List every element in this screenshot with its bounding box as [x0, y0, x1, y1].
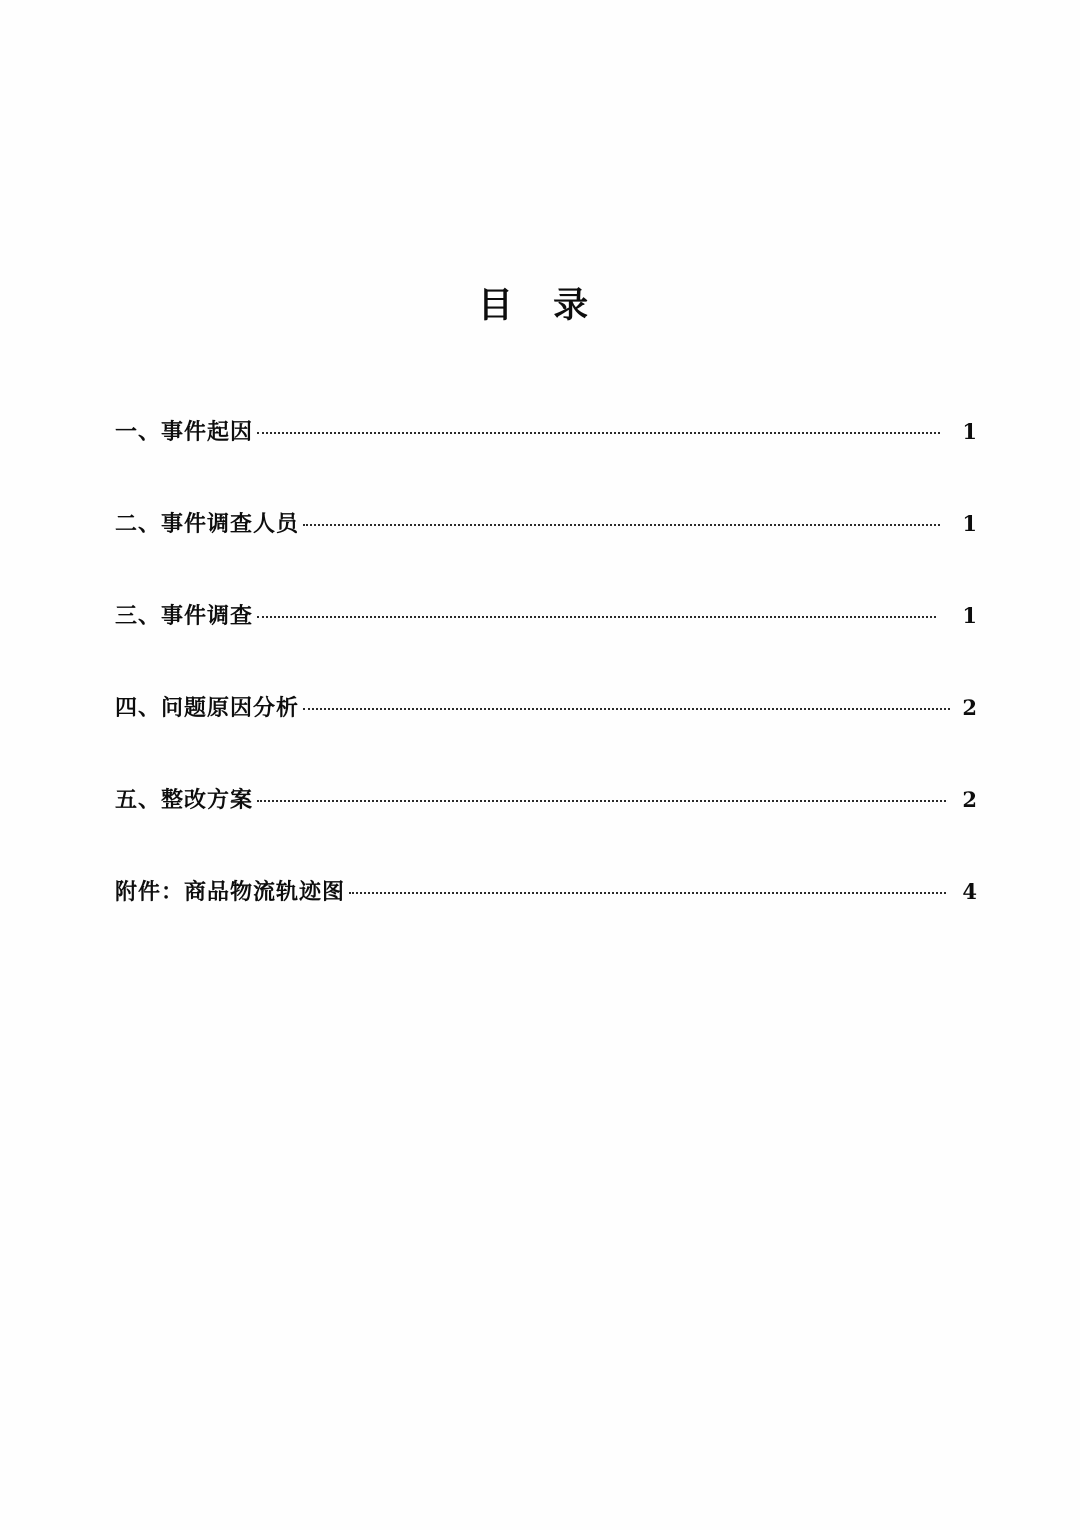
toc-entry[interactable]	[115, 783, 977, 875]
toc-entry-label: 三、事件调查	[115, 603, 254, 629]
toc-entry-label: 二、事件调查人员	[115, 511, 300, 537]
toc-entry-page: 1	[962, 511, 977, 536]
toc-entry[interactable]	[115, 691, 977, 783]
toc-entry-page: 2	[962, 787, 977, 812]
toc-entry-label: 附件：商品物流轨迹图	[115, 879, 346, 905]
toc-entry-label: 五、整改方案	[115, 787, 254, 813]
toc-leader-dots	[257, 799, 946, 802]
toc-entry-page: 1	[962, 603, 977, 628]
toc-leader-dots	[349, 891, 946, 894]
toc-entry[interactable]	[115, 507, 977, 599]
toc-entry[interactable]	[115, 875, 977, 967]
toc-entry-page: 4	[962, 879, 977, 904]
toc-entry[interactable]	[115, 599, 977, 691]
toc-entry-page: 2	[962, 695, 977, 720]
toc-entry-label: 四、问题原因分析	[115, 695, 300, 721]
toc-leader-dots	[257, 431, 940, 434]
toc-leader-dots	[303, 523, 940, 526]
toc-entry[interactable]	[115, 415, 977, 507]
page-title: 目 录	[477, 285, 603, 326]
toc-entry-page: 1	[962, 419, 977, 444]
toc-leader-dots	[257, 615, 936, 618]
toc-entry-label: 一、事件起因	[115, 419, 254, 445]
toc-leader-dots	[303, 707, 950, 710]
table-of-contents	[115, 415, 977, 967]
